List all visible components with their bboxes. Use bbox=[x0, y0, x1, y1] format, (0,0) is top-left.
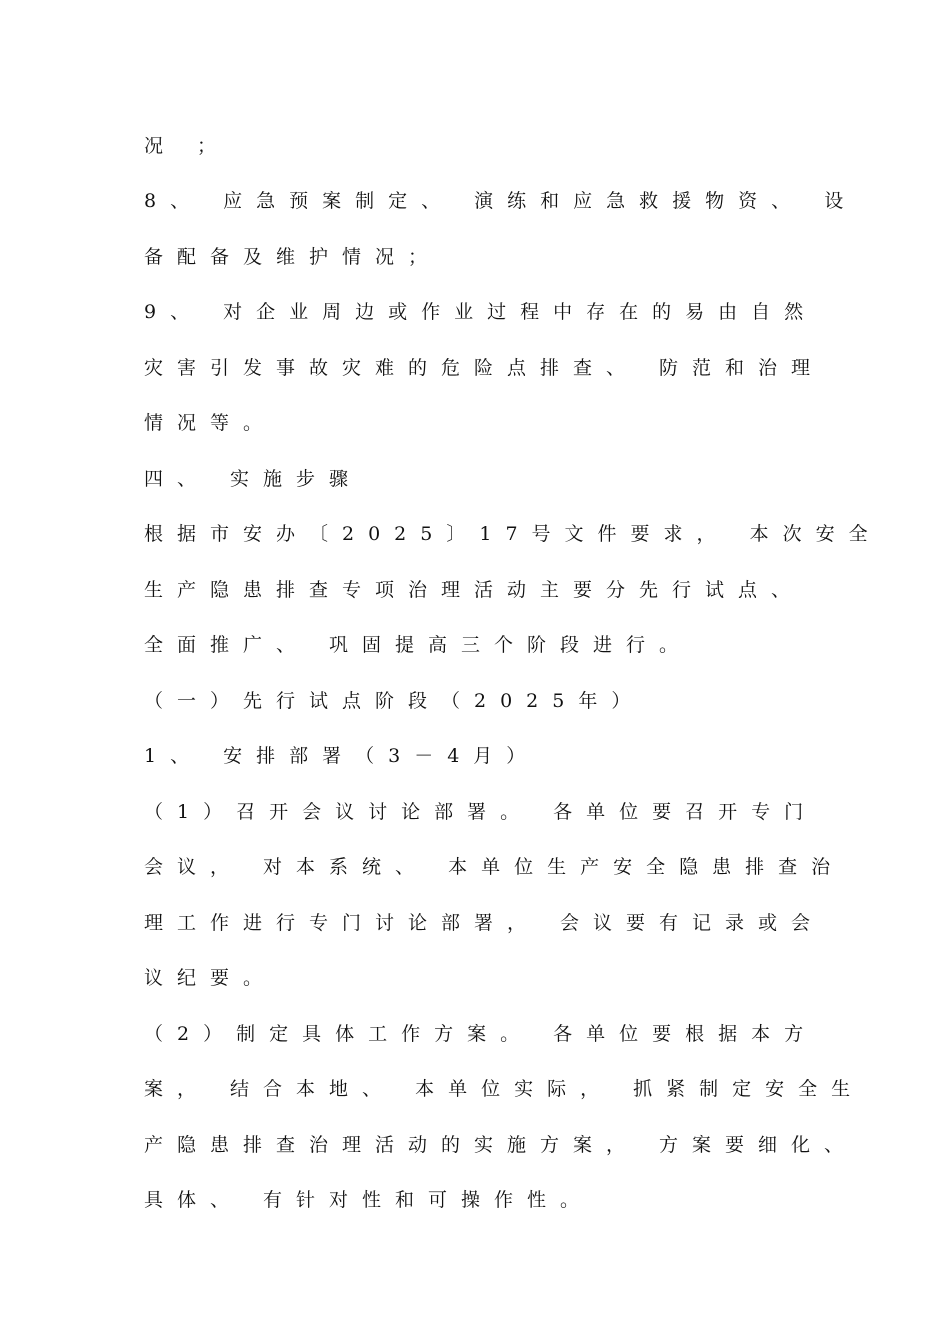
text-line: 况 ； bbox=[144, 135, 231, 157]
text-line: 产隐患排查治理活动的实施方案， 方案要细化、 bbox=[144, 1134, 858, 1156]
text-line: 理工作进行专门讨论部署， 会议要有记录或会 bbox=[144, 912, 825, 934]
text-line: 案， 结合本地、 本单位实际， 抓紧制定安全生 bbox=[144, 1078, 865, 1100]
text-line: 1、 安排部署（3－4月） bbox=[144, 745, 540, 767]
text-line: （2）制定具体工作方案。 各单位要根据本方 bbox=[144, 1023, 818, 1045]
text-line: 议纪要。 bbox=[144, 967, 277, 989]
text-line: （1）召开会议讨论部署。 各单位要召开专门 bbox=[144, 801, 818, 823]
text-line: 备配备及维护情况； bbox=[144, 246, 442, 268]
section-heading: 四、 实施步骤 bbox=[144, 468, 363, 490]
text-line: 根据市安办〔2025〕17号文件要求， 本次安全 bbox=[144, 523, 882, 545]
text-line: 具体、 有针对性和可操作性。 bbox=[144, 1189, 594, 1211]
text-line: 9、 对企业周边或作业过程中存在的易由自然 bbox=[144, 301, 818, 323]
text-line: 全面推广、 巩固提高三个阶段进行。 bbox=[144, 634, 693, 656]
text-line: 灾害引发事故灾难的危险点排查、 防范和治理 bbox=[144, 357, 825, 379]
text-line: 会议， 对本系统、 本单位生产安全隐患排查治 bbox=[144, 856, 845, 878]
text-line: 情况等。 bbox=[144, 412, 277, 434]
text-line: 8、 应急预案制定、 演练和应急救援物资、 设 bbox=[144, 190, 858, 212]
text-line: 生产隐患排查专项治理活动主要分先行试点、 bbox=[144, 579, 805, 601]
subsection-heading: （一）先行试点阶段（2025年） bbox=[144, 690, 645, 712]
